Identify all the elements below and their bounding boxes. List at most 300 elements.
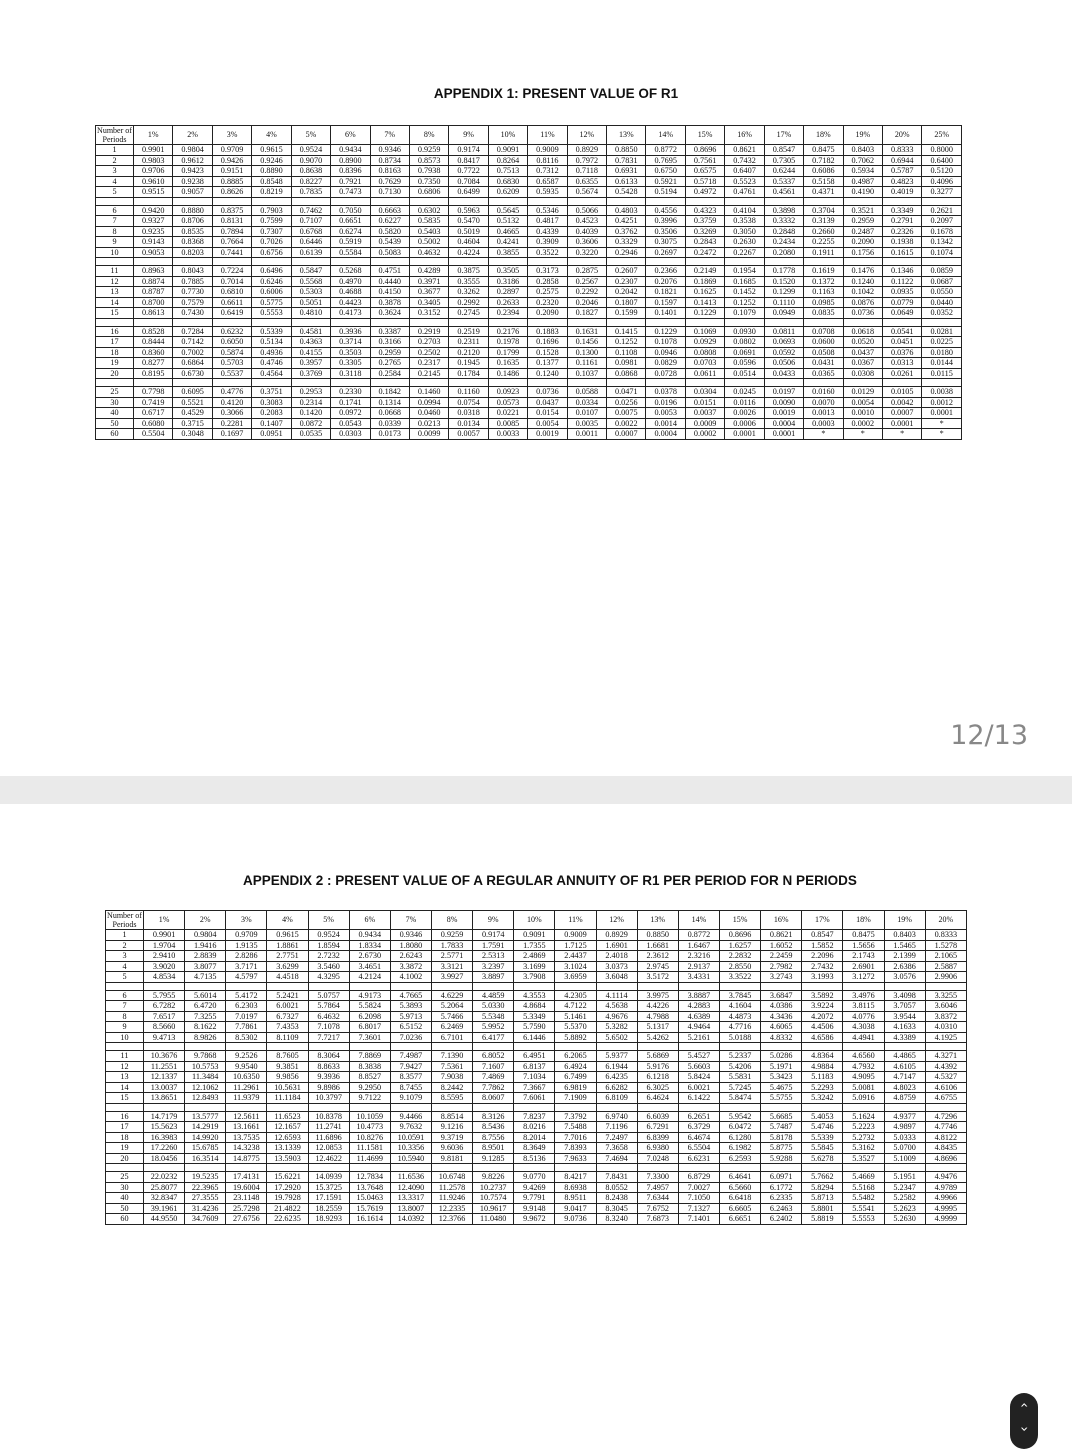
value-cell: 0.3759 [685, 216, 724, 227]
value-cell: 7.7861 [226, 1022, 267, 1033]
value-cell: 0.4096 [922, 176, 962, 187]
value-cell: 0.4039 [567, 226, 606, 237]
value-cell: 5.1971 [761, 1061, 802, 1072]
value-cell: 4.3436 [761, 1011, 802, 1022]
value-cell: 5.7245 [719, 1082, 760, 1093]
period-cell: 20 [106, 1153, 144, 1164]
value-cell: 3.4651 [349, 961, 390, 972]
value-cell: 0.0001 [764, 429, 803, 440]
value-cell: * [922, 429, 962, 440]
value-cell: 0.2434 [764, 237, 803, 248]
value-cell: 4.9173 [349, 990, 390, 1001]
value-cell: 0.2083 [252, 408, 291, 419]
value-cell: 0.9804 [173, 145, 212, 156]
value-cell: 10.7574 [473, 1193, 514, 1204]
value-cell: 0.0129 [843, 387, 882, 398]
value-cell: 0.2281 [212, 418, 251, 429]
value-cell: 0.5787 [883, 166, 922, 177]
value-cell: 12.1657 [267, 1122, 308, 1133]
value-cell: 8.5436 [473, 1122, 514, 1133]
value-cell: 6.2303 [226, 1001, 267, 1012]
table-row [96, 216, 962, 227]
value-cell: 4.9377 [884, 1111, 925, 1122]
value-cell: 5.5370 [555, 1022, 596, 1033]
value-cell: 0.0213 [409, 418, 448, 429]
value-cell: 5.8474 [719, 1093, 760, 1104]
value-cell: 0.6730 [173, 368, 212, 379]
value-cell: 3.4098 [884, 990, 925, 1001]
table-row [106, 1093, 967, 1104]
value-cell: 4.8534 [144, 972, 185, 983]
rate-header: 16% [761, 911, 802, 930]
value-cell: 0.8375 [212, 205, 251, 216]
value-cell: 6.2402 [761, 1214, 802, 1225]
table-row [96, 247, 962, 258]
table-row [106, 1122, 967, 1133]
value-cell: 0.1954 [725, 266, 764, 277]
value-cell: 0.0003 [804, 418, 843, 429]
value-cell: 5.2223 [843, 1122, 884, 1133]
value-cell: 0.5674 [567, 187, 606, 198]
value-cell: 0.7118 [567, 166, 606, 177]
value-cell: * [804, 429, 843, 440]
table-row [106, 940, 967, 951]
value-cell: 0.5921 [646, 176, 685, 187]
value-cell: 0.0588 [567, 387, 606, 398]
value-cell: 15.6221 [267, 1172, 308, 1183]
value-cell: 7.3667 [514, 1082, 555, 1093]
value-cell: 12.5611 [226, 1111, 267, 1122]
value-cell: 5.4675 [761, 1082, 802, 1093]
value-cell: 0.3503 [331, 347, 370, 358]
value-cell: 0.0011 [567, 429, 606, 440]
value-cell: 6.0472 [719, 1122, 760, 1133]
value-cell: 0.8403 [884, 930, 925, 941]
value-cell: 9.6036 [431, 1143, 472, 1154]
period-cell: 12 [106, 1061, 144, 1072]
table-row [106, 1001, 967, 1012]
value-cell: 0.8131 [212, 216, 251, 227]
value-cell: 0.3751 [252, 387, 291, 398]
page-nav-button[interactable] [1010, 1393, 1038, 1449]
value-cell: 12.4622 [308, 1153, 349, 1164]
value-cell: 0.4746 [252, 358, 291, 369]
value-cell: 0.0085 [488, 418, 527, 429]
value-cell: 0.7142 [173, 337, 212, 348]
value-cell: 0.6446 [291, 237, 330, 248]
value-cell: 5.4669 [843, 1172, 884, 1183]
value-cell: 4.1925 [925, 1032, 966, 1043]
value-cell: 5.7487 [761, 1122, 802, 1133]
value-cell: 0.8547 [802, 930, 843, 941]
period-cell: 60 [96, 429, 134, 440]
value-cell: 8.3064 [308, 1051, 349, 1062]
value-cell: 0.1110 [764, 297, 803, 308]
rate-header: 6% [331, 126, 370, 145]
value-cell: 7.1196 [596, 1122, 637, 1133]
value-cell: 0.0687 [922, 276, 962, 287]
value-cell: 0.2765 [370, 358, 409, 369]
rate-header: 15% [685, 126, 724, 145]
value-cell: 0.2080 [764, 247, 803, 258]
value-cell: 0.8548 [252, 176, 291, 187]
value-cell: 3.7057 [884, 1001, 925, 1012]
value-cell: 0.2630 [725, 237, 764, 248]
value-cell: 15.0463 [349, 1193, 390, 1204]
value-cell: 0.5934 [843, 166, 882, 177]
value-cell: * [843, 429, 882, 440]
value-cell: 6.2335 [761, 1193, 802, 1204]
value-cell: 0.1413 [685, 297, 724, 308]
value-cell: 0.8535 [173, 226, 212, 237]
value-cell: 0.9235 [134, 226, 173, 237]
value-cell: 8.2438 [596, 1193, 637, 1204]
value-cell: 8.9826 [185, 1032, 226, 1043]
value-cell: 5.5755 [761, 1093, 802, 1104]
value-cell: 0.0180 [922, 347, 962, 358]
value-cell: 0.8163 [370, 166, 409, 177]
value-cell: 10.0591 [390, 1132, 431, 1143]
value-cell: 0.7695 [646, 155, 685, 166]
value-cell: 4.5797 [226, 972, 267, 983]
value-cell: 0.4803 [607, 205, 646, 216]
value-cell: 0.3677 [409, 287, 448, 298]
value-cell: 4.3389 [884, 1032, 925, 1043]
value-cell: 7.9038 [431, 1072, 472, 1083]
table-row [96, 418, 962, 429]
value-cell: 5.4206 [719, 1061, 760, 1072]
value-cell: 7.0248 [637, 1153, 678, 1164]
value-cell: 0.3875 [449, 266, 488, 277]
value-cell: 0.9070 [291, 155, 330, 166]
value-cell: 6.9819 [555, 1082, 596, 1093]
value-cell: 0.3332 [764, 216, 803, 227]
value-cell: 0.0033 [488, 429, 527, 440]
period-cell: 10 [96, 247, 134, 258]
rate-header: 13% [637, 911, 678, 930]
value-cell: 0.0022 [607, 418, 646, 429]
value-cell: 4.9464 [678, 1022, 719, 1033]
value-cell: 0.4688 [331, 287, 370, 298]
value-cell: 4.2072 [802, 1011, 843, 1022]
value-cell: 8.1622 [185, 1022, 226, 1033]
value-cell: 6.4624 [637, 1093, 678, 1104]
value-cell: 5.1624 [843, 1111, 884, 1122]
value-cell: 0.1122 [883, 276, 922, 287]
value-cell: 5.1461 [555, 1011, 596, 1022]
value-cell: 2.1065 [925, 951, 966, 962]
value-cell: 4.4859 [473, 990, 514, 1001]
value-cell: 18.0456 [144, 1153, 185, 1164]
table-row [106, 1061, 967, 1072]
value-cell: 11.1184 [267, 1093, 308, 1104]
value-cell: 0.0520 [843, 337, 882, 348]
value-cell: 0.0054 [843, 397, 882, 408]
value-cell: 6.6039 [637, 1111, 678, 1122]
value-cell: 1.5852 [802, 940, 843, 951]
value-cell: 0.7599 [252, 216, 291, 227]
value-cell: 0.7798 [134, 387, 173, 398]
group-spacer [106, 982, 967, 990]
value-cell: 0.5820 [370, 226, 409, 237]
value-cell: 0.0541 [883, 326, 922, 337]
value-cell: 0.2330 [331, 387, 370, 398]
period-cell: 6 [96, 205, 134, 216]
value-cell: 0.7130 [370, 187, 409, 198]
value-cell: 5.6502 [596, 1032, 637, 1043]
value-cell: 9.4466 [390, 1111, 431, 1122]
value-cell: 0.7312 [528, 166, 567, 177]
value-cell: 4.9676 [596, 1011, 637, 1022]
value-cell: 11.3484 [185, 1072, 226, 1083]
value-cell: 0.8417 [449, 155, 488, 166]
value-cell: 8.9511 [555, 1193, 596, 1204]
value-cell: 9.8986 [308, 1082, 349, 1093]
value-cell: 0.1741 [331, 397, 370, 408]
value-cell: 0.0437 [843, 347, 882, 358]
value-cell: 0.6209 [488, 187, 527, 198]
value-cell: 9.3719 [431, 1132, 472, 1143]
chevron-down-icon[interactable]: › [1016, 1426, 1032, 1432]
value-cell: 0.0035 [567, 418, 606, 429]
value-cell: 3.1993 [802, 972, 843, 983]
value-cell: 0.3166 [370, 337, 409, 348]
value-cell: 0.0303 [331, 429, 370, 440]
value-cell: 0.1821 [646, 287, 685, 298]
value-cell: 0.9420 [134, 205, 173, 216]
value-cell: 6.2651 [678, 1111, 719, 1122]
value-cell: 0.8277 [134, 358, 173, 369]
value-cell: 9.8226 [473, 1172, 514, 1183]
value-cell: 3.8372 [925, 1011, 966, 1022]
value-cell: 10.9617 [473, 1203, 514, 1214]
value-cell: 8.8527 [349, 1072, 390, 1083]
value-cell: 5.1009 [884, 1153, 925, 1164]
value-cell: 0.5268 [331, 266, 370, 277]
value-cell: 0.4440 [370, 276, 409, 287]
value-cell: 0.1314 [370, 397, 409, 408]
value-cell: 0.8880 [173, 205, 212, 216]
period-cell: 19 [106, 1143, 144, 1154]
value-cell: 0.5523 [725, 176, 764, 187]
value-cell: 0.1108 [607, 347, 646, 358]
table-row [96, 155, 962, 166]
value-cell: 2.1399 [884, 951, 925, 962]
value-cell: 10.8276 [349, 1132, 390, 1143]
value-cell: 3.8077 [185, 961, 226, 972]
value-cell: 0.1452 [725, 287, 764, 298]
value-cell: 0.1778 [764, 266, 803, 277]
value-cell: 5.0333 [884, 1132, 925, 1143]
value-cell: 7.6344 [637, 1193, 678, 1204]
value-cell: 0.4632 [409, 247, 448, 258]
value-cell: 0.4173 [331, 308, 370, 319]
value-cell: 2.2096 [802, 951, 843, 962]
value-cell: 0.6768 [291, 226, 330, 237]
value-cell: 0.8772 [646, 145, 685, 156]
value-cell: 10.6748 [431, 1172, 472, 1183]
value-cell: 0.3277 [922, 187, 962, 198]
value-cell: 1.9416 [185, 940, 226, 951]
chevron-up-icon[interactable]: ‹ [1016, 1402, 1032, 1408]
value-cell: 0.2320 [528, 297, 567, 308]
value-cell: 0.0037 [685, 408, 724, 419]
value-cell: 0.2267 [725, 247, 764, 258]
value-cell: 0.8696 [685, 145, 724, 156]
value-cell: 7.1909 [555, 1093, 596, 1104]
value-cell: 0.3152 [409, 308, 448, 319]
value-cell: 0.9009 [528, 145, 567, 156]
value-cell: 0.9612 [173, 155, 212, 166]
value-cell: 0.6499 [449, 187, 488, 198]
table-row [96, 145, 962, 156]
appendix2-title: APPENDIX 2 : PRESENT VALUE OF A REGULAR ANNUITY OF R1 PER PERIOD FOR N PERIODS [243, 873, 857, 888]
value-cell: 1.6901 [596, 940, 637, 951]
value-cell: 0.0197 [764, 387, 803, 398]
value-cell: 4.4392 [925, 1061, 966, 1072]
value-cell: 1.7833 [431, 940, 472, 951]
value-cell: 0.3762 [607, 226, 646, 237]
value-cell: 2.6243 [390, 951, 431, 962]
value-cell: 6.7327 [267, 1011, 308, 1022]
value-cell: 0.1678 [922, 226, 962, 237]
value-cell: 11.0480 [473, 1214, 514, 1225]
table-row [96, 397, 962, 408]
value-cell: 0.2703 [409, 337, 448, 348]
value-cell: 44.9550 [144, 1214, 185, 1225]
table-row [96, 429, 962, 440]
group-spacer [96, 258, 962, 266]
value-cell: 4.9095 [843, 1072, 884, 1083]
value-cell: 0.8734 [370, 155, 409, 166]
value-cell: 0.2076 [646, 276, 685, 287]
value-cell: 16.3983 [144, 1132, 185, 1143]
appendix2-table [105, 910, 967, 1225]
value-cell: 0.1486 [488, 368, 527, 379]
period-cell: 15 [96, 308, 134, 319]
value-cell: 0.3329 [607, 237, 646, 248]
value-cell: 0.4423 [331, 297, 370, 308]
period-cell: 25 [106, 1172, 144, 1183]
value-cell: 2.6730 [349, 951, 390, 962]
value-cell: 0.3878 [370, 297, 409, 308]
value-cell: 0.4523 [567, 216, 606, 227]
value-cell: 5.2347 [884, 1182, 925, 1193]
table-row [106, 1132, 967, 1143]
value-cell: 0.8885 [212, 176, 251, 187]
value-cell: 0.0151 [685, 397, 724, 408]
value-cell: 0.2575 [528, 287, 567, 298]
table-row [96, 287, 962, 298]
table-row [96, 187, 962, 198]
value-cell: 0.0859 [922, 266, 962, 277]
value-cell: 0.6496 [252, 266, 291, 277]
value-cell: 7.1607 [473, 1061, 514, 1072]
value-cell: 0.5847 [291, 266, 330, 277]
value-cell: 0.8475 [843, 930, 884, 941]
value-cell: 6.7291 [637, 1122, 678, 1133]
value-cell: 4.2124 [349, 972, 390, 983]
value-cell: 2.8286 [226, 951, 267, 962]
value-cell: 11.6896 [308, 1132, 349, 1143]
value-cell: 7.7862 [473, 1082, 514, 1093]
period-cell: 40 [96, 408, 134, 419]
value-cell: 13.0037 [144, 1082, 185, 1093]
value-cell: 0.0649 [883, 308, 922, 319]
value-cell: 5.4053 [802, 1111, 843, 1122]
value-cell: 0.1842 [370, 387, 409, 398]
value-cell: 0.4120 [212, 397, 251, 408]
value-cell: 10.2737 [473, 1182, 514, 1193]
rate-header: 12% [567, 126, 606, 145]
value-cell: 5.9542 [719, 1111, 760, 1122]
value-cell: 0.9423 [173, 166, 212, 177]
value-cell: 0.0691 [725, 347, 764, 358]
value-cell: 0.3118 [331, 368, 370, 379]
value-cell: 0.4561 [764, 187, 803, 198]
table-row [96, 237, 962, 248]
value-cell: 13.7535 [226, 1132, 267, 1143]
value-cell: 1.8594 [308, 940, 349, 951]
value-cell: 0.0007 [883, 408, 922, 419]
value-cell: 0.1252 [607, 337, 646, 348]
page-gap [0, 776, 1072, 804]
value-cell: 5.2293 [802, 1082, 843, 1093]
value-cell: 0.0004 [646, 429, 685, 440]
value-cell: 13.3317 [390, 1193, 431, 1204]
value-cell: 0.0550 [922, 287, 962, 298]
value-cell: 2.6386 [884, 961, 925, 972]
value-cell: 6.1944 [596, 1061, 637, 1072]
value-cell: 9.3936 [308, 1072, 349, 1083]
value-cell: 7.7217 [308, 1032, 349, 1043]
value-cell: 9.0770 [514, 1172, 555, 1183]
value-cell: 0.3714 [331, 337, 370, 348]
rate-header: 4% [267, 911, 308, 930]
value-cell: 0.1807 [607, 297, 646, 308]
value-cell: 3.9975 [637, 990, 678, 1001]
value-cell: 7.6517 [144, 1011, 185, 1022]
value-cell: 0.0514 [725, 368, 764, 379]
value-cell: 0.4987 [843, 176, 882, 187]
period-cell: 7 [106, 1001, 144, 1012]
table-row [106, 1032, 967, 1043]
value-cell: 7.6061 [514, 1093, 555, 1104]
value-cell: 4.8332 [761, 1032, 802, 1043]
value-cell: 0.4289 [409, 266, 448, 277]
rate-header: 7% [390, 911, 431, 930]
value-cell: 11.2578 [431, 1182, 472, 1193]
value-cell: 0.0004 [764, 418, 803, 429]
value-cell: 4.0776 [843, 1011, 884, 1022]
value-cell: 4.9897 [884, 1122, 925, 1133]
value-cell: 0.5584 [331, 247, 370, 258]
period-cell: 17 [96, 337, 134, 348]
value-cell: 6.6231 [678, 1153, 719, 1164]
value-cell: 21.4822 [267, 1203, 308, 1214]
table-row [96, 387, 962, 398]
period-cell: 1 [96, 145, 134, 156]
value-cell: 4.4226 [637, 1001, 678, 1012]
value-cell: 3.5892 [802, 990, 843, 1001]
value-cell: 0.8706 [173, 216, 212, 227]
table-row [106, 1203, 967, 1214]
value-cell: 0.9174 [449, 145, 488, 156]
value-cell: 0.3262 [449, 287, 488, 298]
value-cell: 5.5348 [473, 1011, 514, 1022]
value-cell: 0.9434 [331, 145, 370, 156]
value-cell: 0.6095 [173, 387, 212, 398]
